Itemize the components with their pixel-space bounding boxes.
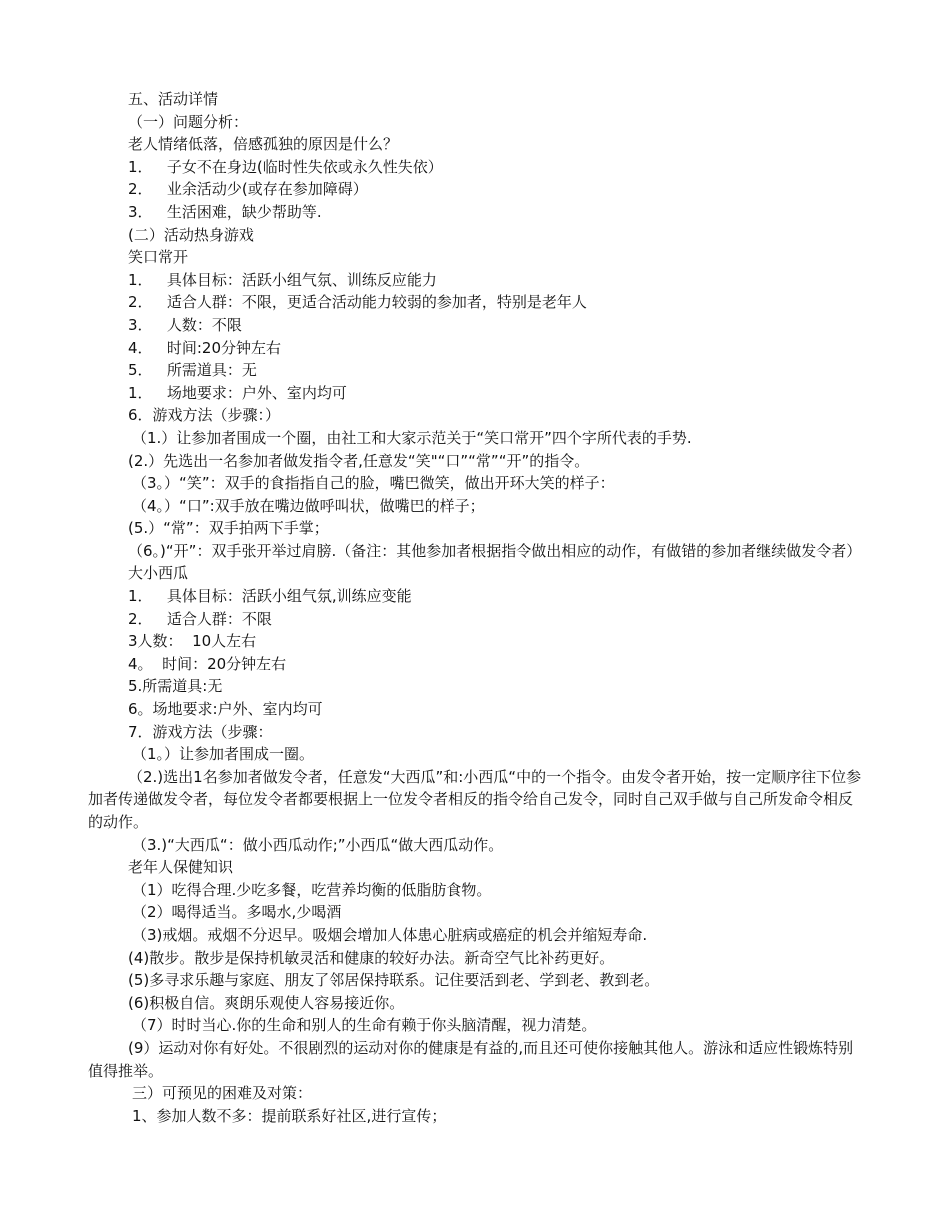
text-line: （6。)“开”：双手张开举过肩膀.（备注：其他参加者根据指令做出相应的动作，有做错的参加者继续做发令者） bbox=[128, 541, 862, 560]
text-line: （1.）让参加者围成一个圈，由社工和大家示范关于“笑口常开”四个字所代表的手势. bbox=[132, 428, 692, 447]
text-line: 5． 所需道具：无 bbox=[128, 361, 257, 380]
text-line: 3． 人数：不限 bbox=[128, 315, 242, 334]
text-line: 6．游戏方法（步骤：） bbox=[128, 406, 281, 425]
text-line: （3)戒烟。戒烟不分迟早。吸烟会增加人体患心脏病或癌症的机会并缩短寿命. bbox=[132, 925, 648, 944]
text-line: （4。）“口”:双手放在嘴边做呼叫状，做嘴巴的样子； bbox=[132, 496, 485, 515]
text-line: (二）活动热身游戏 bbox=[128, 225, 254, 244]
text-line: 5.所需道具:无 bbox=[128, 677, 223, 696]
text-line: 三）可预见的困难及对策： bbox=[132, 1084, 313, 1103]
text-line: (5.）“常”：双手拍两下手掌； bbox=[128, 519, 329, 538]
text-line: 老人情绪低落，倍感孤独的原因是什么？ bbox=[128, 135, 399, 154]
text-line: （1）吃得合理.少吃多餐，吃营养均衡的低脂肪食物。 bbox=[132, 880, 492, 899]
text-line: 4． 时间:20分钟左右 bbox=[128, 338, 281, 357]
text-line: 大小西瓜 bbox=[128, 564, 189, 583]
text-line: 2． 适合人群：不限 bbox=[128, 609, 272, 628]
text-line: (6)积极自信。爽朗乐观使人容易接近你。 bbox=[128, 993, 405, 1012]
text-line: （7）时时当心.你的生命和别人的生命有赖于你头脑清醒，视力清楚。 bbox=[132, 1016, 597, 1035]
document-body bbox=[88, 88, 866, 1127]
text-line: （1。）让参加者围成一圈。 bbox=[132, 745, 315, 764]
text-line: 1． 具体目标：活跃小组气氛、训练反应能力 bbox=[128, 270, 437, 289]
text-line: （2.)选出1名参加者做发令者，任意发“大西瓜”和:小西瓜“中的一个指令。由发令者开始，按一定顺序往下位参加者传递做发令者，每位发令者都要根据上一位发令者相反的指令给自己发令，同时自己双手做与自己所发命令相反的动作。 bbox=[88, 767, 862, 831]
text-line: 1． 具体目标：活跃小组气氛,训练应变能 bbox=[128, 587, 412, 606]
text-line: （一）问题分析： bbox=[128, 112, 249, 131]
text-line: 6。场地要求:户外、室内均可 bbox=[128, 700, 323, 719]
text-line: 4。 时间：20分钟左右 bbox=[128, 654, 287, 673]
text-line: 7．游戏方法（步骤： bbox=[128, 722, 273, 741]
text-line: 笑口常开 bbox=[128, 248, 189, 267]
text-line: 1． 场地要求：户外、室内均可 bbox=[128, 383, 347, 402]
text-line: （3.)“大西瓜“：做小西瓜动作;”小西瓜“做大西瓜动作。 bbox=[132, 835, 504, 854]
text-line: 3人数： 10人左右 bbox=[128, 632, 257, 651]
text-line: 2． 业余活动少(或存在参加障碍） bbox=[128, 180, 368, 199]
text-line: 1． 子女不在身边(临时性失依或永久性失依） bbox=[128, 157, 443, 176]
text-line: 2． 适合人群：不限，更适合活动能力较弱的参加者，特别是老年人 bbox=[128, 293, 587, 312]
text-line: 1、参加人数不多：提前联系好社区,进行宣传； bbox=[132, 1106, 447, 1125]
text-line: (9）运动对你有好处。不很剧烈的运动对你的健康是有益的,而且还可使你接触其他人。游泳和适应性锻炼特别值得推举。 bbox=[88, 1038, 854, 1080]
text-line: 五、活动详情 bbox=[128, 90, 219, 108]
text-line: （3。）“笑”：双手的食指指自己的脸，嘴巴微笑，做出开环大笑的样子： bbox=[132, 474, 615, 493]
text-line: (4)散步。散步是保持机敏灵活和健康的较好办法。新奇空气比补药更好。 bbox=[128, 948, 615, 967]
text-line: (2.）先选出一名参加者做发指令者,任意发“笑"“口”“常”“开”的指令。 bbox=[128, 451, 590, 470]
text-line: (5)多寻求乐趣与家庭、朋友了邻居保持联系。记住要活到老、学到老、教到老。 bbox=[128, 971, 660, 990]
text-line: （2）喝得适当。多喝水,少喝酒 bbox=[132, 903, 342, 922]
text-line: 老年人保健知识 bbox=[128, 858, 234, 877]
text-line: 3． 生活困难，缺少帮助等. bbox=[128, 202, 322, 221]
